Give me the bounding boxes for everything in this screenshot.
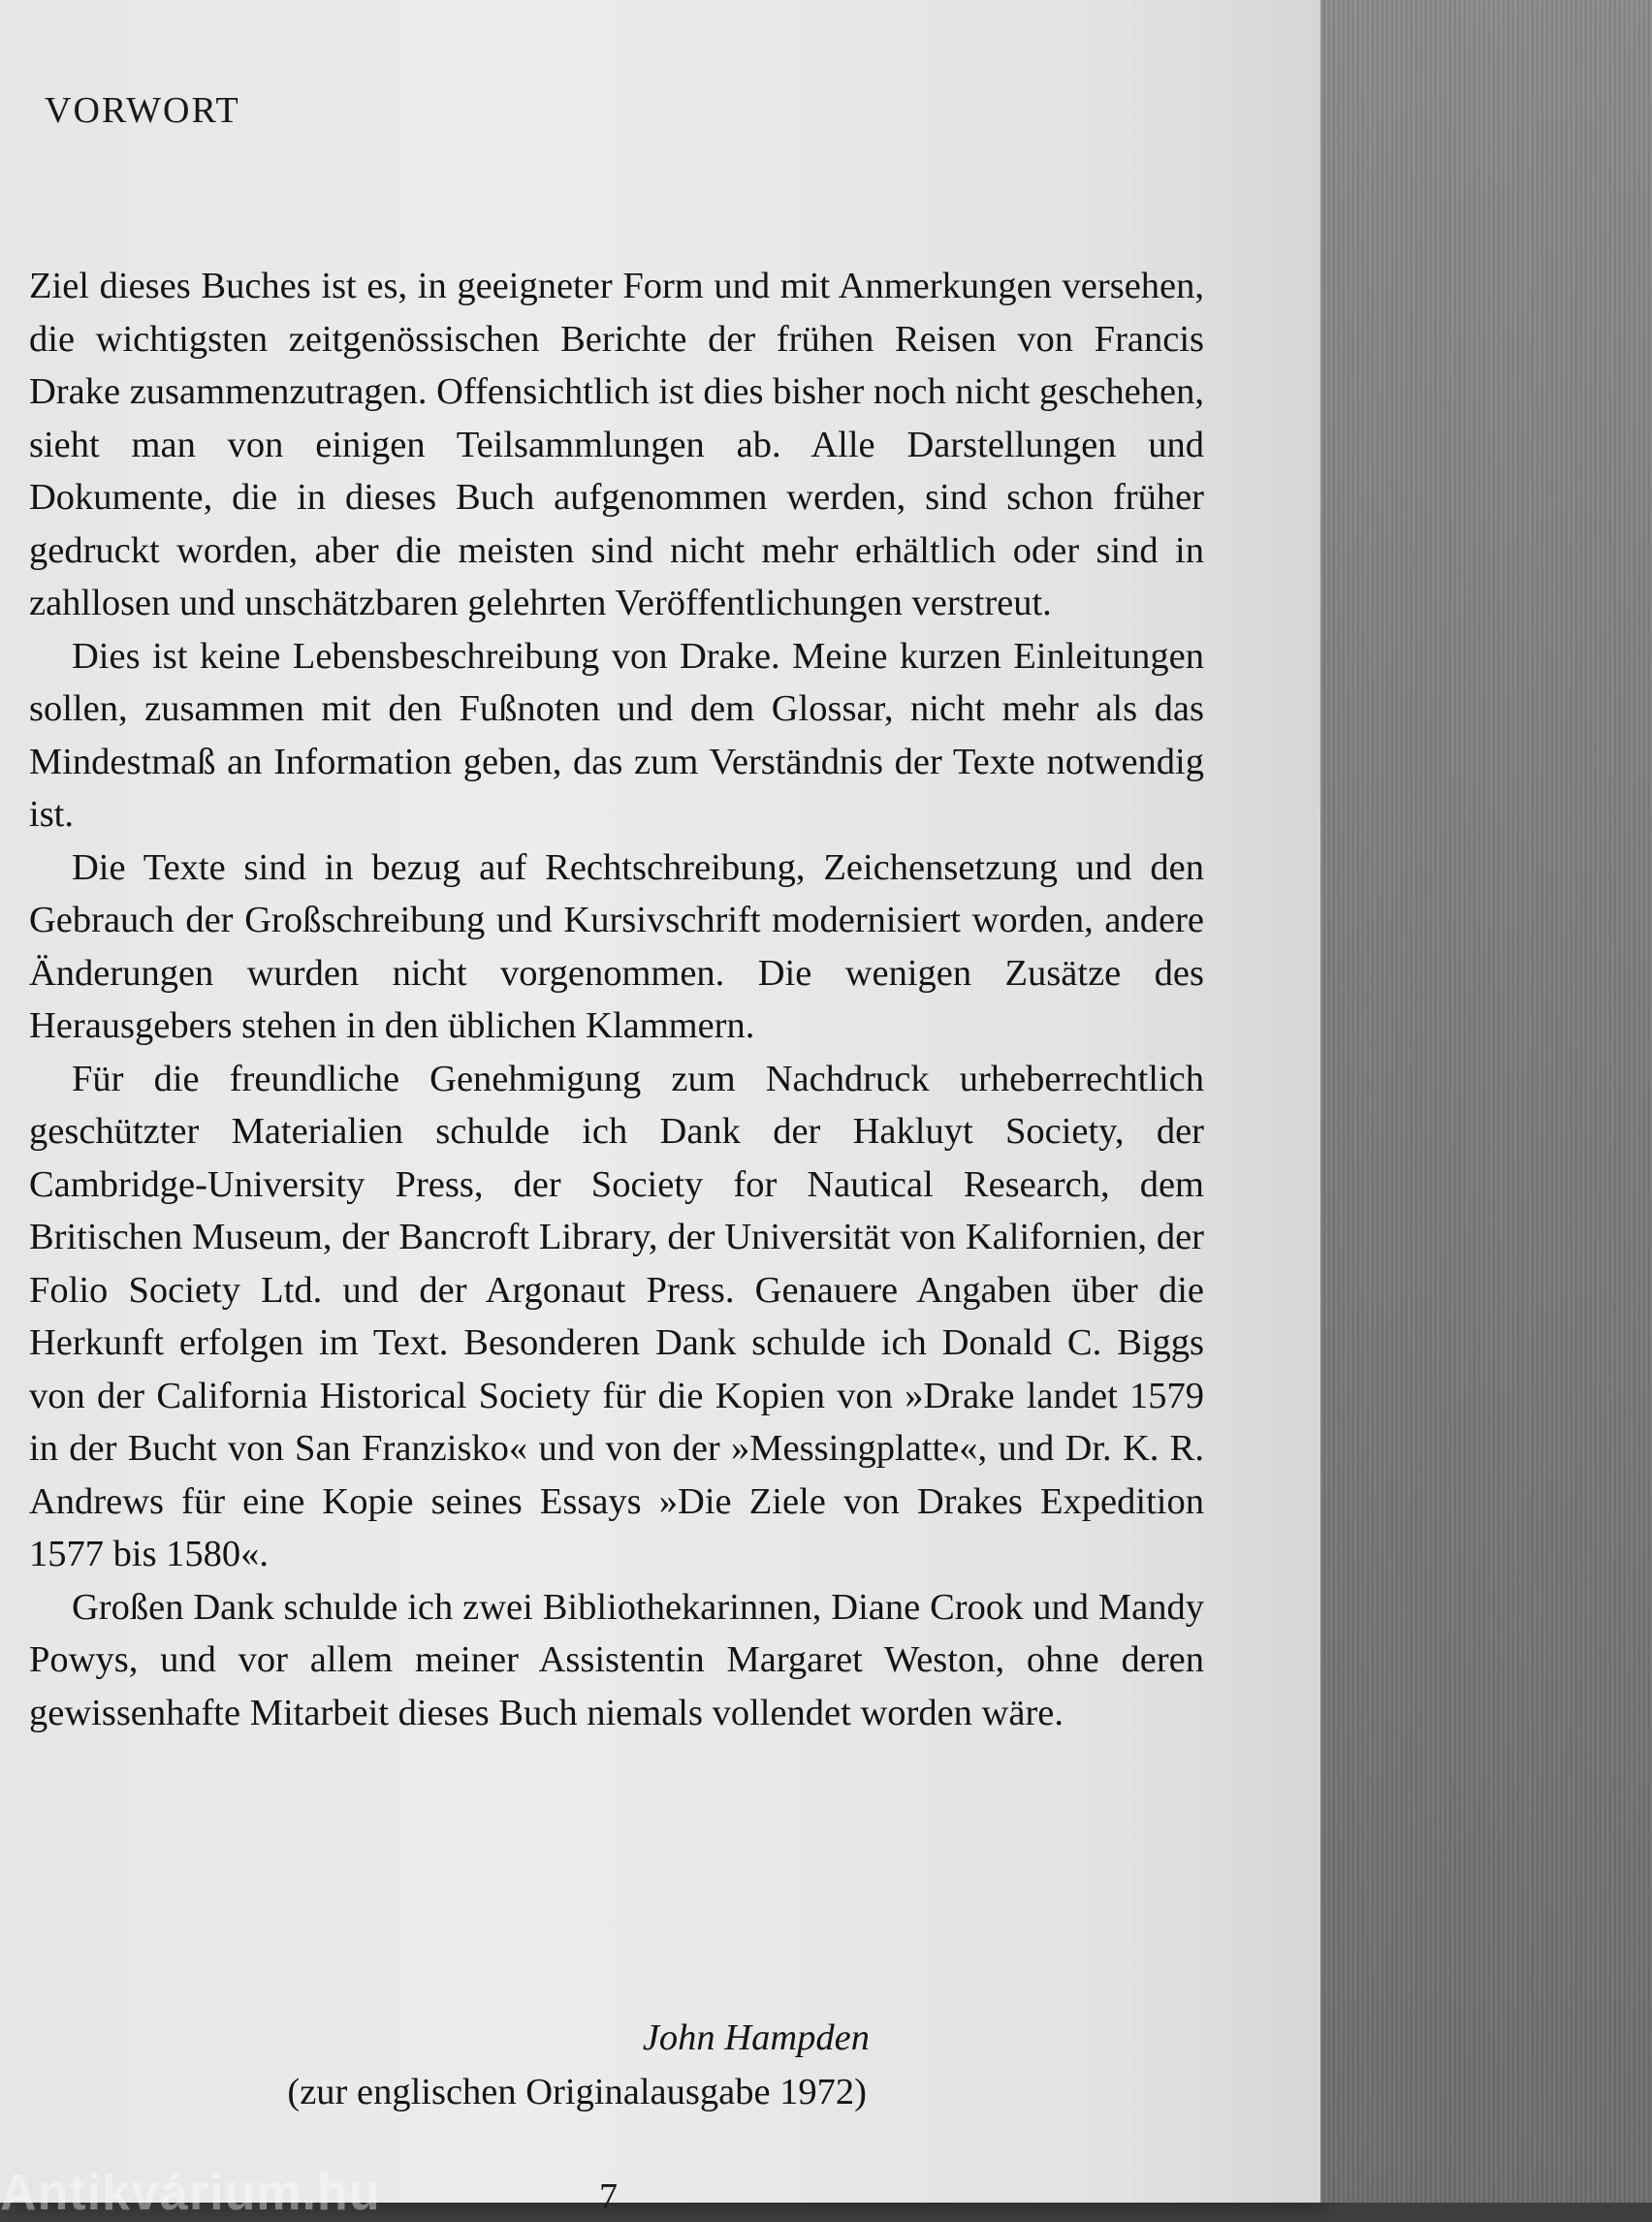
- paragraph-5: Großen Dank schulde ich zwei Bibliothekarinnen, Diane Crook und Mandy Powys, und vor allem meiner Assistentin Margaret Weston, ohne deren gewissenhafte Mitarbeit dieses Buch niemals vollendet worden wäre.: [29, 1586, 1204, 1733]
- paragraph-3: Die Texte sind in bezug auf Rechtschreibung, Zeichensetzung und den Gebrauch der Großschreibung und Kursivschrift modernisiert worden, andere Änderungen wurden nicht vorgenommen. Die wenigen Zusätze des Herausgebers stehen in den üblichen Klammern.: [29, 846, 1204, 1046]
- background-surface: [1320, 0, 1652, 2203]
- signature-name: John Hampden: [642, 2017, 870, 2058]
- signature-note: (zur englischen Originalausgabe 1972): [287, 2072, 867, 2112]
- preface-body: [29, 260, 1204, 1739]
- paragraph-1: Ziel dieses Buches ist es, in geeigneter Form und mit Anmerkungen versehen, die wichtigsten zeitgenössischen Berichte der frühen Reisen von Francis Drake zusammenzutragen. Offensichtlich ist dies bisher noch nicht geschehen, sieht man von einigen Teilsammlungen ab. Alle Darstellungen und Dokumente, die in dieses Buch aufgenommen werden, sind schon früher gedruckt worden, aber die meisten sind nicht mehr erhältlich oder sind in zahllosen und unschätzbaren gelehrten Veröffentlichungen verstreut.: [29, 266, 1204, 623]
- paragraph-2: Dies ist keine Lebensbeschreibung von Drake. Meine kurzen Einleitungen sollen, zusammen mit den Fußnoten und dem Glossar, nicht mehr als das Mindestmaß an Information geben, das zum Verständnis der Texte notwendig ist.: [29, 635, 1204, 835]
- watermark-text: Antikvárium.hu: [0, 2165, 381, 2221]
- paragraph-4: Für die freundliche Genehmigung zum Nachdruck urheberrechtlich geschützter Materialien schulde ich Dank der Hakluyt Society, der Cambridge-University Press, der Society for Nautical Research, dem Britischen Museum, der Bancroft Library, der Universität von Kalifornien, der Folio Society Ltd. und der Argonaut Press. Genauere Angaben über die Herkunft erfolgen im Text. Besonderen Dank schulde ich Donald C. Biggs von der California Historical Society für die Kopien von »Drake landet 1579 in der Bucht von San Franzisko« und von der »Messingplatte«, und Dr. K. R. Andrews für eine Kopie seines Essays »Die Ziele von Drakes Expedition 1577 bis 1580«.: [29, 1058, 1204, 1574]
- page-heading: VORWORT: [45, 90, 240, 131]
- page-number: 7: [599, 2176, 618, 2217]
